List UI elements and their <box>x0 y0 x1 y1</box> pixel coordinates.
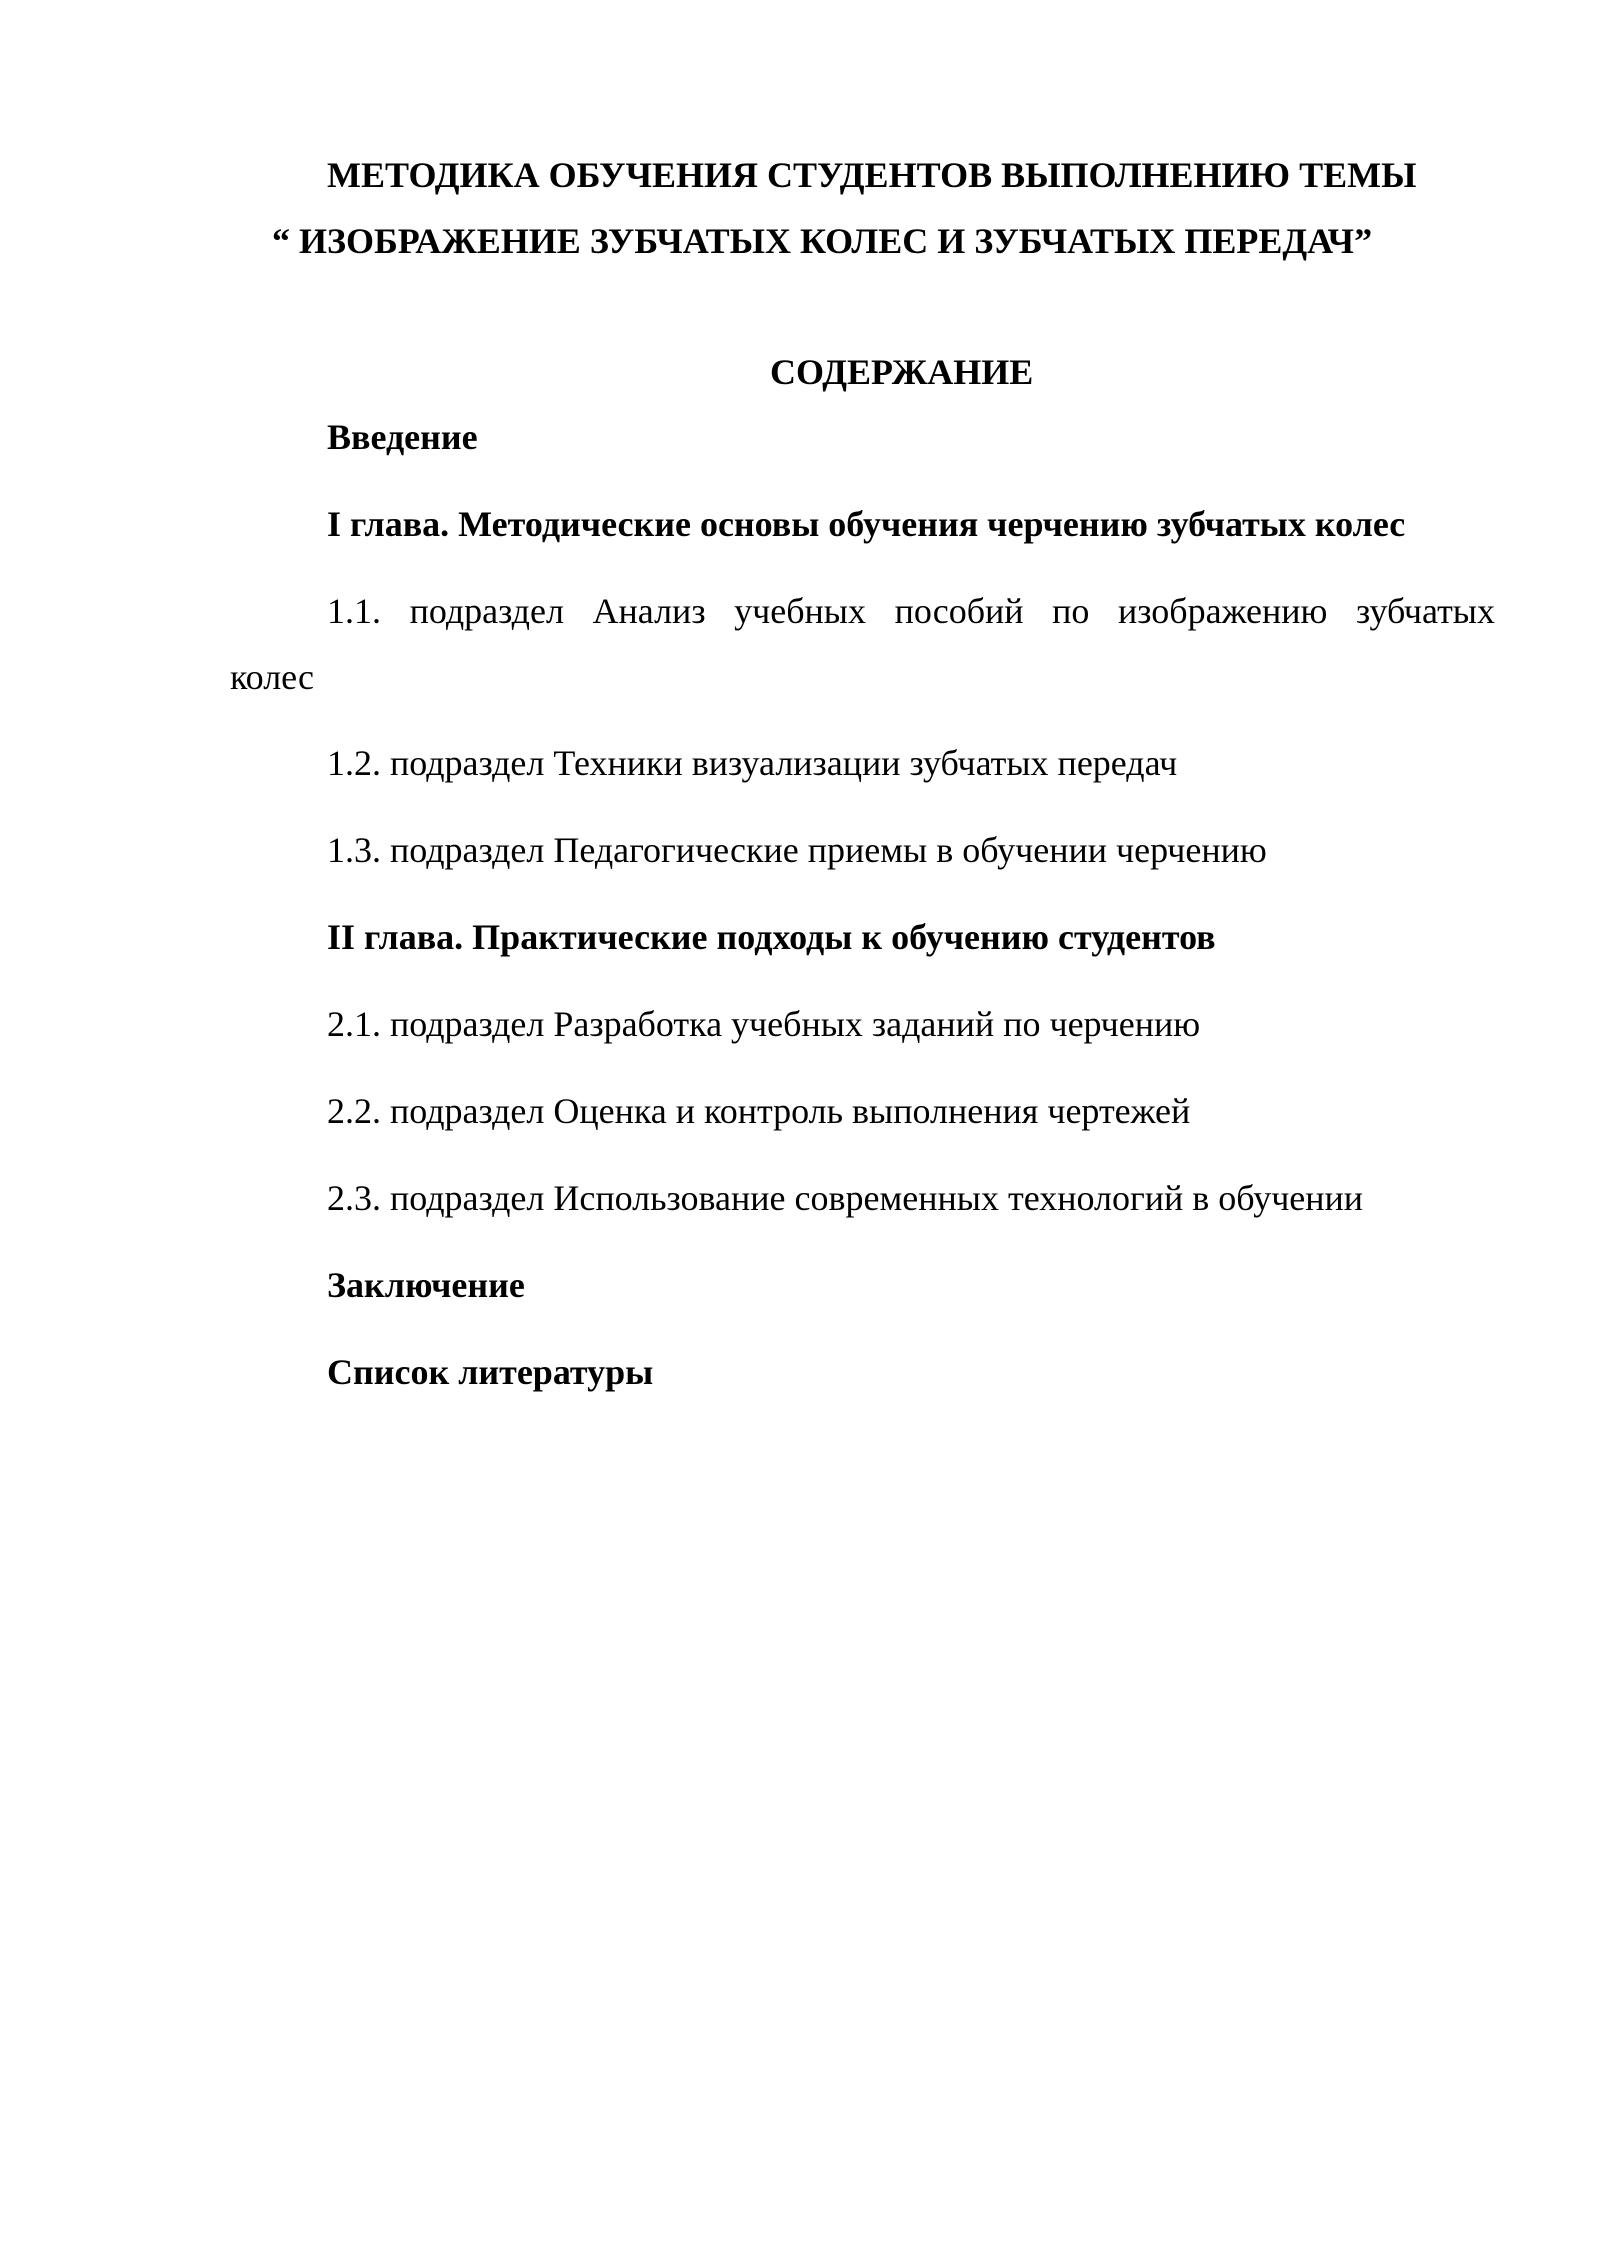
toc-entry-chapter-1: I глава. Методические основы обучения черчению зубчатых колес <box>327 504 1406 544</box>
toc-entry-2-3: 2.3. подраздел Использование современных технологий в обучении <box>327 1178 1364 1218</box>
toc-heading: СОДЕРЖАНИЕ <box>770 352 1034 392</box>
toc-entry-bibliography: Список литературы <box>327 1352 654 1392</box>
document-title-line-1: МЕТОДИКА ОБУЧЕНИЯ СТУДЕНТОВ ВЫПОЛНЕНИЮ ТЕМЫ <box>327 155 1417 195</box>
toc-entry-intro: Введение <box>327 417 478 457</box>
toc-entry-1-2: 1.2. подраздел Техники визуализации зубчатых передач <box>327 743 1178 783</box>
toc-entry-2-2: 2.2. подраздел Оценка и контроль выполнения чертежей <box>327 1091 1191 1131</box>
toc-entry-1-1-line-2: колес <box>230 657 315 697</box>
toc-entry-2-1: 2.1. подраздел Разработка учебных заданий по черчению <box>327 1004 1201 1044</box>
toc-entry-chapter-2: II глава. Практические подходы к обучению студентов <box>327 917 1216 957</box>
toc-entry-conclusion: Заключение <box>327 1265 525 1305</box>
document-title-line-2: “ ИЗОБРАЖЕНИЕ ЗУБЧАТЫХ КОЛЕС И ЗУБЧАТЫХ ПЕРЕДАЧ” <box>272 221 1373 261</box>
toc-entry-1-1-line-1: 1.1. подраздел Анализ учебных пособий по изображению зубчатых <box>327 591 1495 631</box>
toc-entry-1-3: 1.3. подраздел Педагогические приемы в обучении черчению <box>327 830 1267 870</box>
